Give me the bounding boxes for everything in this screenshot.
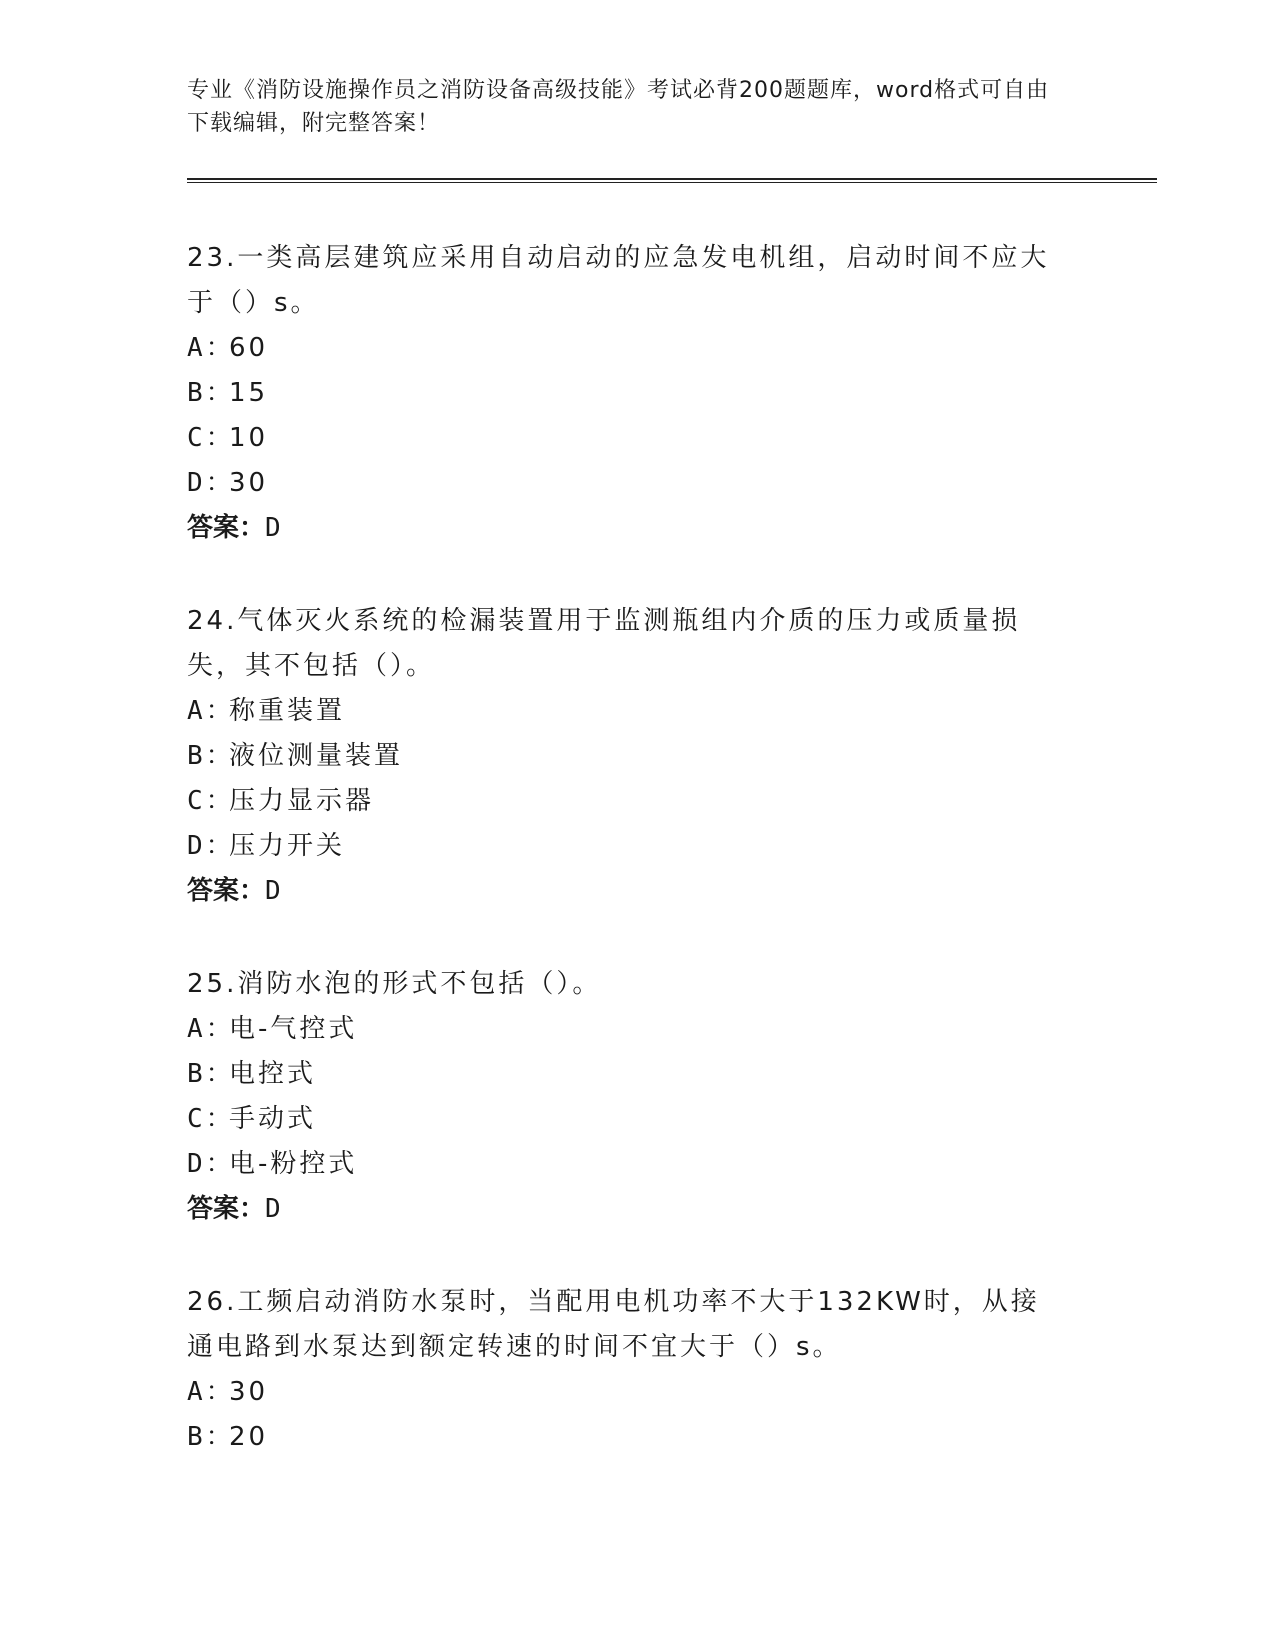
answer-label: 答案： — [187, 876, 266, 906]
option-text: 20 — [229, 1422, 269, 1452]
option-text: 电-气控式 — [229, 1014, 358, 1044]
option-text: 30 — [229, 468, 269, 498]
option-letter: B： — [187, 1059, 235, 1089]
document-header: 专业《消防设施操作员之消防设备高级技能》考试必背200题题库，word格式可自由下载编辑，附完整答案！ — [187, 78, 1050, 136]
option-c — [187, 1097, 1157, 1142]
option-letter: A： — [187, 696, 235, 726]
option-letter: C： — [187, 423, 235, 453]
answer-line — [187, 1187, 1157, 1232]
option-text: 电控式 — [229, 1059, 317, 1089]
option-b — [187, 1415, 1157, 1460]
question-stem: 24.气体灭火系统的检漏装置用于监测瓶组内介质的压力或质量损失，其不包括（）。 — [187, 606, 1021, 681]
option-letter: B： — [187, 741, 235, 771]
answer-label: 答案： — [187, 1194, 266, 1224]
option-text: 10 — [229, 423, 269, 453]
answer-line — [187, 869, 1157, 914]
option-letter: A： — [187, 1014, 235, 1044]
option-letter: C： — [187, 1104, 235, 1134]
option-b — [187, 371, 1157, 416]
option-d — [187, 824, 1157, 869]
question-26 — [187, 1280, 1157, 1460]
answer-value: D — [265, 876, 281, 906]
question-stem: 26.工频启动消防水泵时，当配用电机功率不大于132KW时，从接通电路到水泵达到额定转速的时间不宜大于（）s。 — [187, 1287, 1040, 1362]
option-letter: D： — [187, 831, 235, 861]
option-letter: C： — [187, 786, 235, 816]
option-letter: D： — [187, 468, 235, 498]
option-letter: B： — [187, 1422, 235, 1452]
option-b — [187, 1052, 1157, 1097]
answer-value: D — [265, 513, 281, 543]
option-a — [187, 1370, 1157, 1415]
option-a — [187, 689, 1157, 734]
header-divider — [187, 178, 1157, 183]
question-list — [187, 236, 1157, 1508]
option-text: 60 — [229, 333, 269, 363]
option-c — [187, 779, 1157, 824]
answer-line — [187, 506, 1157, 551]
option-text: 压力显示器 — [229, 786, 375, 816]
option-text: 压力开关 — [229, 831, 346, 861]
option-d — [187, 461, 1157, 506]
option-d — [187, 1142, 1157, 1187]
option-text: 30 — [229, 1377, 269, 1407]
option-letter: A： — [187, 1377, 235, 1407]
option-letter: B： — [187, 378, 235, 408]
option-letter: D： — [187, 1149, 235, 1179]
option-text: 手动式 — [229, 1104, 317, 1134]
question-stem: 23.一类高层建筑应采用自动启动的应急发电机组，启动时间不应大于（）s。 — [187, 243, 1050, 318]
question-25 — [187, 962, 1157, 1232]
option-text: 15 — [229, 378, 269, 408]
answer-label: 答案： — [187, 513, 266, 543]
option-letter: A： — [187, 333, 235, 363]
question-stem: 25.消防水泡的形式不包括（）。 — [187, 969, 602, 999]
option-c — [187, 416, 1157, 461]
option-text: 称重装置 — [229, 696, 346, 726]
option-b — [187, 734, 1157, 779]
question-24 — [187, 599, 1157, 914]
option-a — [187, 1007, 1157, 1052]
option-a — [187, 326, 1157, 371]
answer-value: D — [265, 1194, 281, 1224]
question-23 — [187, 236, 1157, 551]
option-text: 液位测量装置 — [229, 741, 404, 771]
option-text: 电-粉控式 — [229, 1149, 358, 1179]
